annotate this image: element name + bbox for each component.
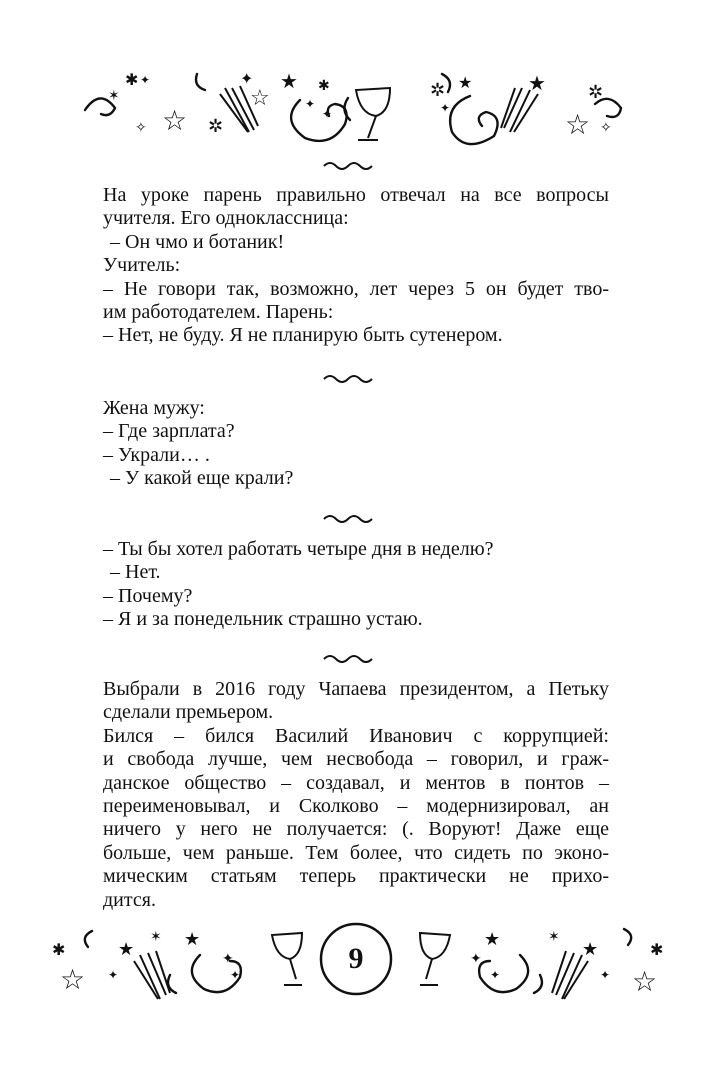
text-line: мическим статьям теперь практически не прихо-: [103, 865, 609, 888]
text-line: – Он чмо и ботаник!: [110, 230, 285, 253]
text-line: данское общество – создавал, и ментов в понтов –: [103, 771, 609, 794]
section-separator: [322, 159, 374, 171]
star-icon: ✶: [150, 929, 162, 945]
text-line: – Где зарплата?: [103, 420, 235, 443]
star-icon: ✦: [230, 968, 241, 982]
text-line: На уроке парень правильно отвечал на все вопросы: [103, 184, 609, 206]
text-line: Жена мужу:: [103, 397, 205, 419]
star-icon: ✧: [135, 120, 147, 136]
text-line: ничего у него не получается: (. Воруют! Даже еще: [103, 818, 609, 841]
text-line: – Нет.: [110, 561, 161, 584]
star-icon: ✱: [52, 940, 66, 959]
wine-glass-icon: [420, 933, 450, 985]
star-icon: ✶: [108, 88, 120, 104]
joke-block: [103, 678, 609, 912]
star-icon: ★: [582, 939, 599, 960]
swirl-icon: [85, 931, 92, 947]
text-line: больше, чем раньше. Тем более, что сидеть по эконо-: [103, 841, 609, 864]
pentagram-icon: ☆: [632, 965, 658, 998]
joke-block: [103, 397, 609, 491]
text-line: – Ты бы хотел работать четыре дня в неделю?: [103, 538, 494, 560]
star-icon: ✦: [600, 968, 611, 982]
star-icon: ✦: [440, 101, 451, 115]
star-icon: ✱: [650, 940, 664, 959]
star-icon: ✦: [305, 97, 316, 111]
text-line: Учитель:: [103, 254, 181, 277]
text-line: – Украли… .: [103, 443, 210, 466]
text-line: им работодателем. Парень:: [103, 301, 334, 324]
star-icon: ✲: [208, 116, 224, 137]
text-line: Бился – бился Василий Иванович с коррупцией:: [103, 724, 609, 747]
star-icon: ✦: [140, 73, 151, 87]
star-icon: ✶: [548, 929, 560, 945]
star-icon: ✦: [490, 968, 501, 982]
swirl-icon: [291, 100, 347, 141]
text-line: – Не говори так, возможно, лет через 5 он будет тво-: [103, 277, 609, 300]
star-icon: ✱: [125, 70, 139, 89]
wine-glass-icon: [272, 933, 302, 985]
text-line: – Я и за понедельник страшно устаю.: [103, 608, 423, 631]
section-separator: [322, 652, 374, 664]
pentagram-icon: ☆: [60, 963, 86, 996]
star-icon: ✦: [322, 107, 333, 121]
text-line: и свобода лучше, чем несвобода – говорил, и граж-: [103, 748, 609, 771]
swirl-icon: [450, 96, 497, 144]
section-separator: [322, 372, 374, 384]
text-line: переименовывал, и Сколково – модернизировал, ан: [103, 795, 609, 818]
star-icon: ★: [280, 69, 298, 93]
top-ornament-border: [0, 60, 723, 150]
swirl-icon: [196, 74, 205, 90]
page-number: 9: [348, 942, 364, 975]
section-separator: [322, 512, 374, 524]
page-number-badge: [319, 922, 393, 996]
joke-block: [103, 184, 609, 348]
text-line: – Почему?: [103, 584, 193, 607]
star-icon: ✦: [222, 951, 234, 967]
star-icon: ✲: [430, 80, 446, 101]
swirl-icon: [534, 975, 542, 993]
text-line: Выбрали в 2016 году Чапаева президентом, а Петьку: [103, 678, 609, 700]
text-line: – У какой еще крали?: [110, 467, 294, 490]
text-line: учителя. Его одноклассница:: [103, 207, 349, 230]
shooting-star-icon: [134, 951, 170, 999]
star-icon: ★: [118, 939, 135, 960]
text-line: дится.: [103, 888, 156, 911]
star-icon: ✦: [240, 69, 254, 88]
star-icon: ★: [184, 929, 201, 950]
joke-block: [103, 538, 609, 632]
text-line: – Нет, не буду. Я не планирую быть сутенером.: [103, 324, 503, 347]
text-line: сделали премьером.: [103, 701, 274, 724]
pentagram-icon: ☆: [162, 104, 188, 137]
star-icon: ✦: [108, 968, 119, 982]
swirl-icon: [344, 98, 350, 120]
star-icon: ✦: [470, 951, 482, 967]
star-icon: ✱: [318, 78, 330, 94]
pentagram-icon: ☆: [250, 86, 270, 111]
pentagram-icon: ☆: [565, 108, 591, 141]
swirl-icon: [624, 929, 631, 945]
star-icon: ★: [484, 929, 501, 950]
star-icon: ✧: [600, 120, 612, 136]
swirl-icon: [479, 955, 528, 992]
star-icon: ✲: [588, 82, 604, 103]
star-icon: ★: [458, 73, 473, 92]
star-icon: ★: [528, 71, 546, 95]
wine-glass-icon: [356, 88, 390, 140]
